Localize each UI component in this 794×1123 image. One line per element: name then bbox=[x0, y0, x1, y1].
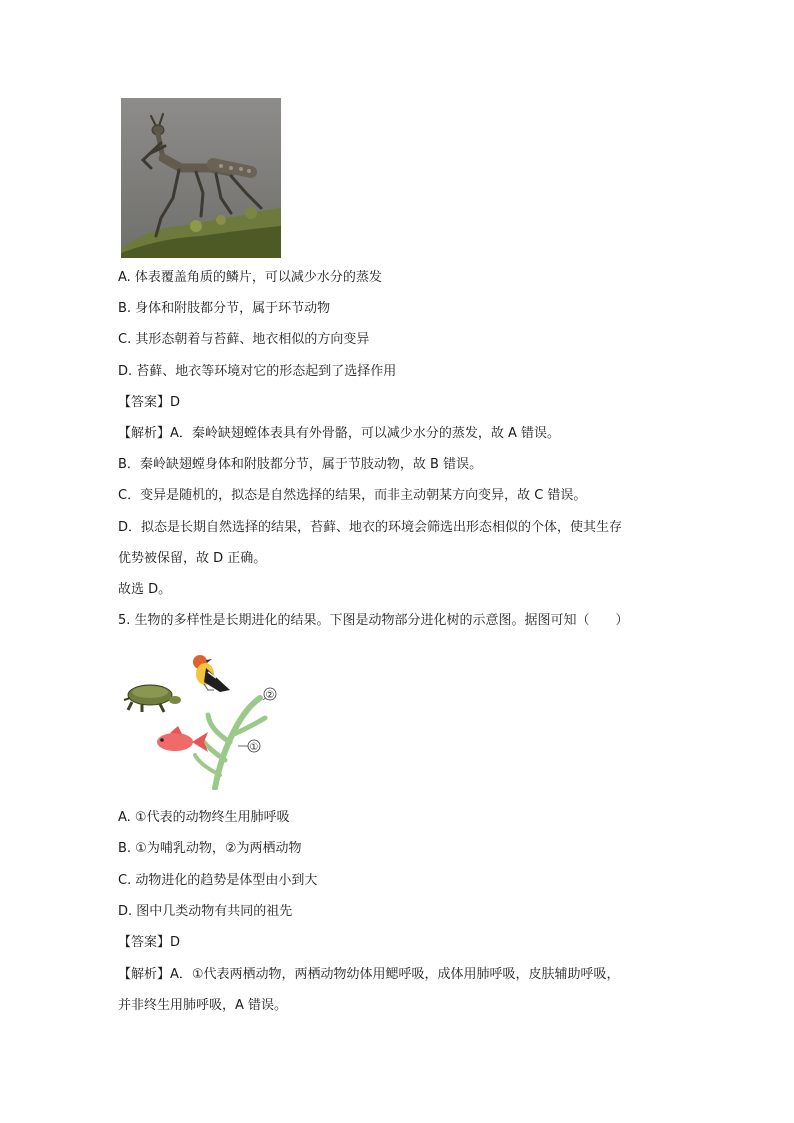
tree-label-2: ② bbox=[265, 690, 275, 701]
q4-option-c: C. 其形态朝着与苔藓、地衣相似的方向变异 bbox=[118, 332, 370, 347]
q4-option-a: A. 体表覆盖角质的鳞片，可以减少水分的蒸发 bbox=[118, 270, 382, 285]
q4-answer: 【答案】D bbox=[118, 395, 181, 410]
q5-analysis-line: 并非终生用肺呼吸，A 错误。 bbox=[118, 998, 288, 1013]
q5-option-d: D. 图中几类动物有共同的祖先 bbox=[118, 904, 293, 919]
q5-option-a: A. ①代表的动物终生用肺呼吸 bbox=[118, 810, 290, 825]
evolution-tree-figure bbox=[120, 650, 280, 790]
q4-option-b: B. 身体和附肢都分节，属于环节动物 bbox=[118, 301, 331, 316]
q4-analysis-line: B．秦岭缺翅螳身体和附肢都分节，属于节肢动物，故 B 错误。 bbox=[118, 457, 483, 472]
mantis-photo bbox=[121, 98, 281, 258]
q5-analysis-line: 【解析】A．①代表两栖动物，两栖动物幼体用鳃呼吸，成体用肺呼吸，皮肤辅助呼吸， bbox=[118, 967, 620, 982]
q4-analysis-line: 故选 D。 bbox=[118, 582, 172, 597]
q5-answer: 【答案】D bbox=[118, 935, 181, 950]
q4-analysis-line: 【解析】A．秦岭缺翅螳体表具有外骨骼，可以减少水分的蒸发，故 A 错误。 bbox=[118, 426, 561, 441]
q4-analysis-line: 优势被保留，故 D 正确。 bbox=[118, 551, 267, 566]
q4-analysis-line: D．拟态是长期自然选择的结果，苔藓、地衣的环境会筛选出形态相似的个体，使其生存 bbox=[118, 520, 623, 535]
q5-option-c: C. 动物进化的趋势是体型由小到大 bbox=[118, 873, 318, 888]
bird-illustration bbox=[193, 655, 230, 692]
tree-label-1: ① bbox=[249, 742, 259, 753]
q5-option-b: B. ①为哺乳动物，②为两栖动物 bbox=[118, 841, 302, 856]
turtle-illustration bbox=[124, 685, 181, 712]
q4-option-d: D. 苔藓、地衣等环境对它的形态起到了选择作用 bbox=[118, 364, 397, 379]
fish-illustration bbox=[157, 726, 208, 752]
q4-analysis-line: C．变异是随机的，拟态是自然选择的结果，而非主动朝某方向变异，故 C 错误。 bbox=[118, 488, 587, 503]
q5-question: 5. 生物的多样性是长期进化的结果。下图是动物部分进化树的示意图。据图可知（ ） bbox=[118, 613, 629, 628]
